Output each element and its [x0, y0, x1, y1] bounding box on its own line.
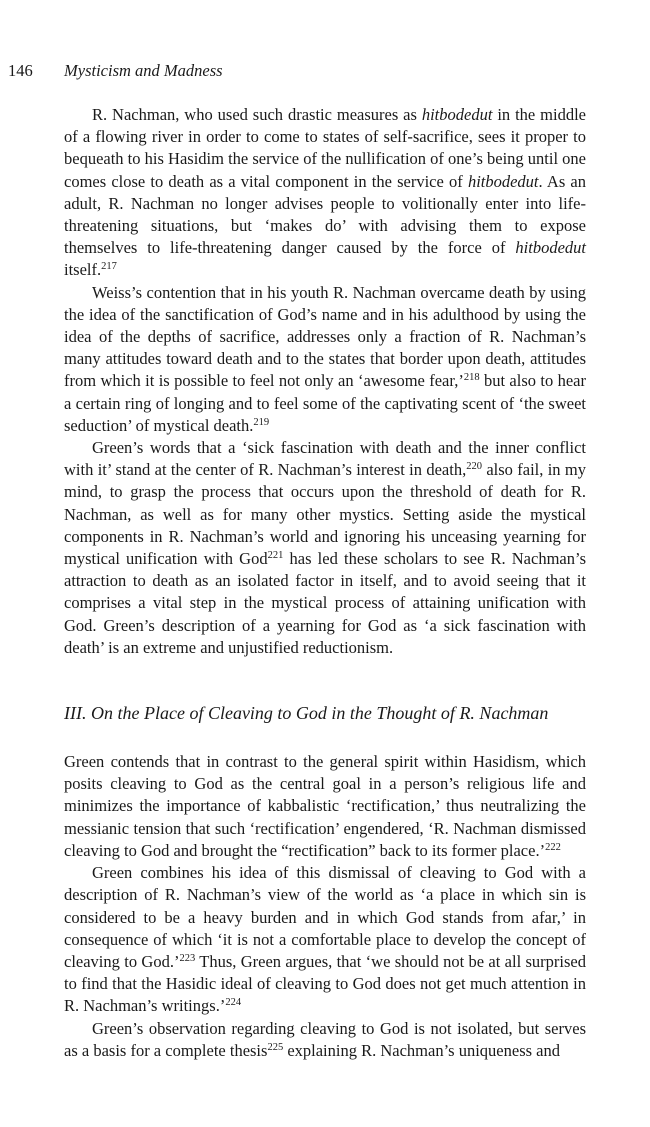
footnote-ref[interactable]: 225 [267, 1041, 284, 1053]
text-run: Weiss’s contention that in his youth R. Nachman overcame death by using the idea of the sanctification of God’s name and in his adulthood by using the idea of the depths of sacrifice, addresses only a fraction of R. Nachman’s many attitudes toward death and to the states that border upon death, attitudes from which it is possible to feel not only an ‘awesome fear,’ [64, 282, 586, 391]
text-run: Green combines his idea of this dismissal of cleaving to God with a description of R. Nachman’s view of the world as ‘a place in which sin is considered to be a heavy burden and in which God stands from afar,’ in consequence of which ‘it is not a comfortable place to develop the concept of cleaving to God.’ [64, 863, 586, 971]
italic-term: hitbodedut [467, 171, 539, 191]
footnote-ref[interactable]: 222 [545, 841, 561, 853]
text-run: also fail, in my mind, to grasp the process that occurs upon the threshold of death for R. Nachman, as well as for many other mystics. Setting aside the mystical components in R. Nachman’s world and ignoring his unceasing yearning for mystical unification with God [64, 460, 586, 569]
footnote-ref[interactable]: 218 [463, 372, 480, 384]
text-run: Thus, Green argues, that ‘we should not be at all surprised to find that the Hasidic ideal of cleaving to God does not get much attention in R. Nachman’s writings.’ [64, 951, 586, 1016]
footnote-ref[interactable]: 223 [179, 952, 196, 964]
paragraph-2 [64, 282, 586, 437]
text-run: Green contends that in contrast to the general spirit within Hasidism, which posits cleaving to God as the central goal in a person’s religious life and minimizes the importance of kabbalistic ‘rectification,’ thus neutralizing the messianic tension that such ‘rectification’ engendered, ‘R. Nachman dismissed cleaving to God and brought the “rectification” back to its former place.’ [64, 752, 586, 860]
running-header [8, 60, 608, 82]
italic-term: hitbodedut [515, 238, 586, 258]
text-run: but also to hear a certain ring of longing and to feel some of the captivating scent of ‘the sweet seduction’ of mystical death. [64, 371, 586, 435]
text-run: Green’s observation regarding cleaving to God is not isolated, but serves as a basis for a complete thesis [64, 1018, 586, 1060]
footnote-ref[interactable]: 224 [225, 997, 242, 1009]
footnote-ref[interactable]: 221 [267, 550, 284, 562]
footnote-ref[interactable]: 220 [466, 461, 482, 473]
text-run: . As an adult, R. Nachman no longer advises people to volitionally enter into life-threatening situations, but ‘makes do’ with advising them to expose themselves to life-threatening danger caused by the force of [64, 171, 586, 258]
running-title: Mysticism and Madness [64, 61, 223, 80]
text-run: Green’s words that a ‘sick fascination with death and the inner conflict with it’ stand at the center of R. Nachman’s interest in death, [64, 438, 586, 480]
footnote-ref[interactable]: 217 [101, 261, 117, 273]
paragraph-6 [64, 1018, 586, 1062]
page-number: 146 [8, 61, 33, 80]
text-run: in the middle of a flowing river in order to come to states of self-sacrifice, sees it proper to bequeath to his Hasidim the service of the nullification of one’s being until one comes close to death as a vital component in the service of [64, 105, 586, 191]
text-run: has led these scholars to see R. Nachman’s attraction to death as an isolated factor in itself, and to avoid seeing that it comprises a vital step in the mystical process of attaining unification with God. Green’s description of a yearning for God as ‘a sick fascination with death’ is an extreme and unjustified reductionism. [64, 549, 586, 657]
text-run: itself. [64, 260, 102, 280]
paragraph-1 [64, 104, 586, 282]
paragraph-3 [64, 437, 586, 659]
text-run: explaining R. Nachman’s uniqueness and [283, 1040, 560, 1060]
section-heading: III. On the Place of Cleaving to God in the Thought of R. Nachman [64, 703, 549, 724]
paragraph-5 [64, 862, 586, 1017]
footnote-ref[interactable]: 219 [253, 416, 270, 428]
text-run: R. Nachman, who used such drastic measures as [92, 105, 422, 124]
italic-term: hitbodedut [421, 105, 493, 124]
body-text [64, 104, 586, 1062]
paragraph-4 [64, 751, 586, 862]
